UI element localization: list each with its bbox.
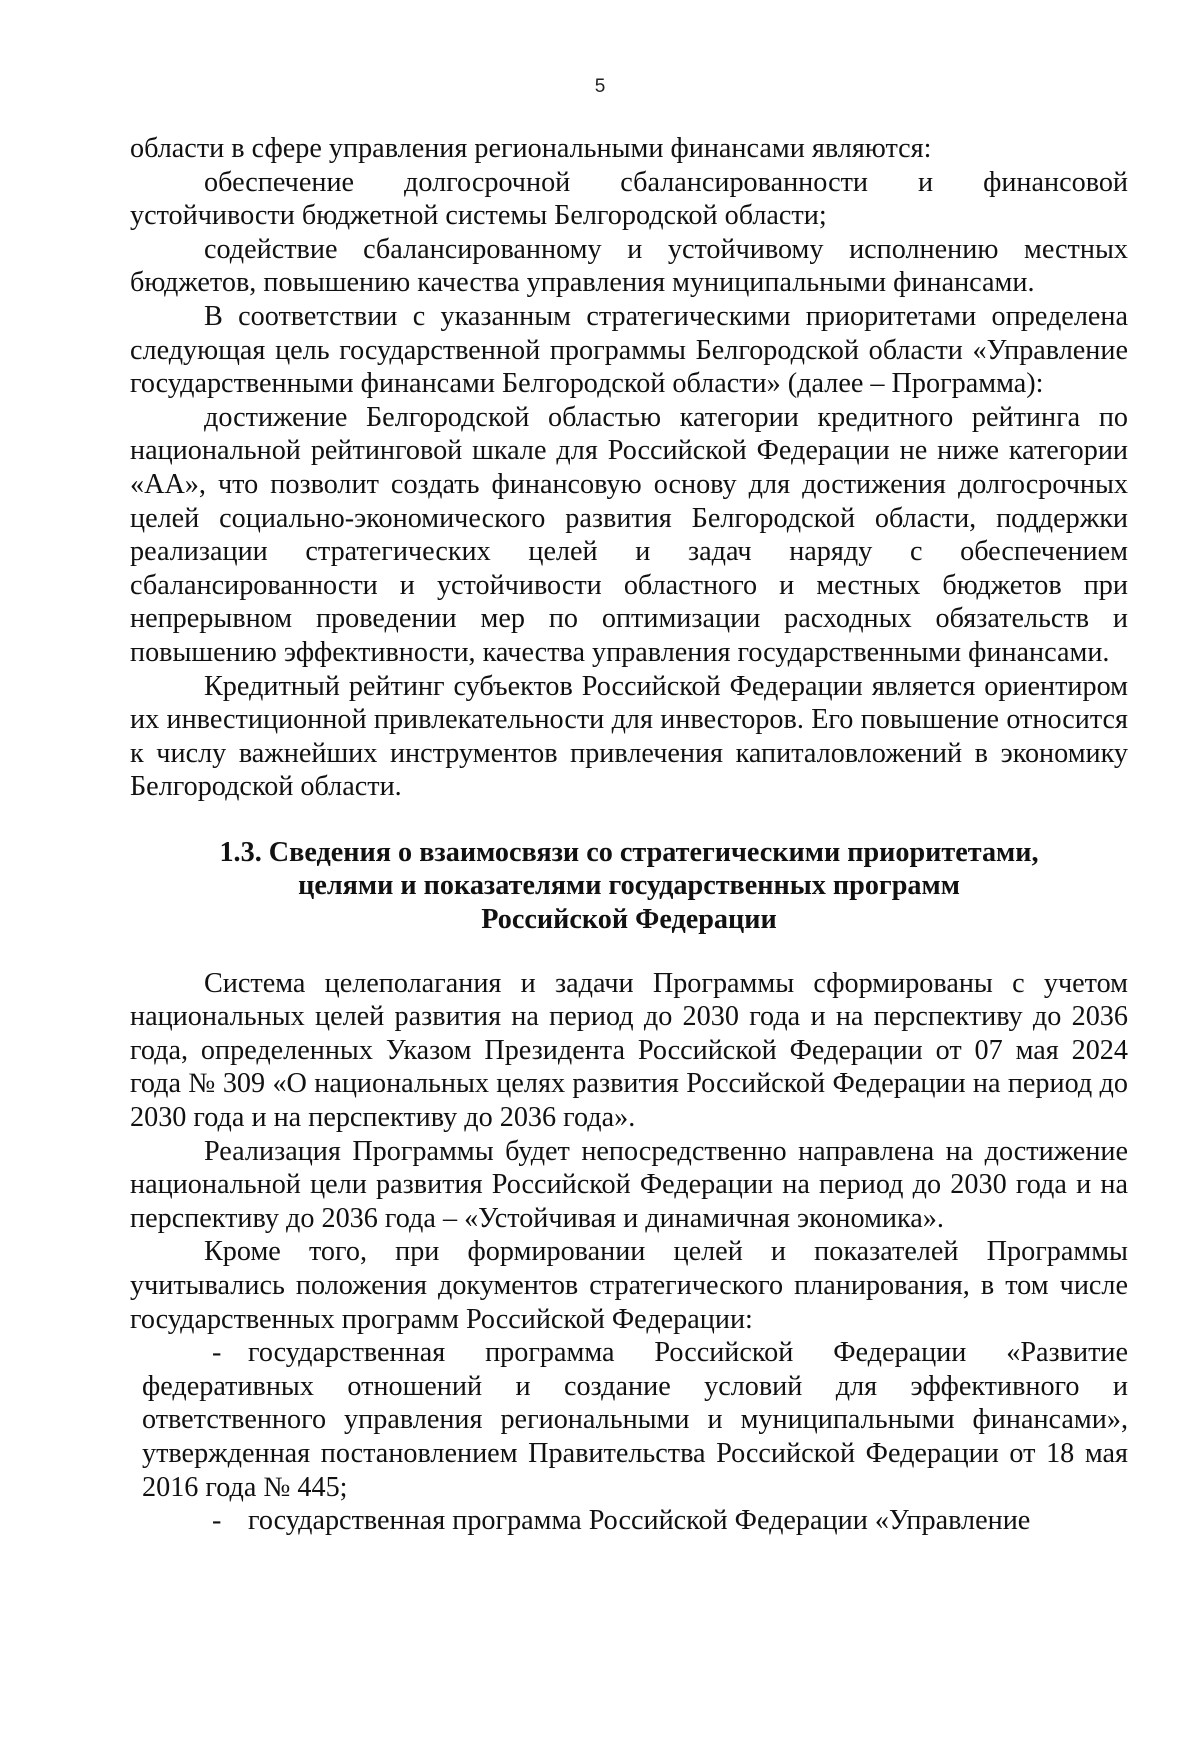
- paragraph-continuation: области в сфере управления региональными финансами являются:: [130, 133, 932, 164]
- paragraph-program-goal: достижение Белгородской областью категории кредитного рейтинга по национальной рейтинговой шкале для Российской Федерации не ниже категории «АА», что позволит создать финансовую основу для достижения долгосрочных целей социально-экономического развития Белгородской области, поддержки реализации стратегических целей и задач наряду с обеспечением сбалансированности и устойчивости областного и местных бюджетов при непрерывном проведении мер по оптимизации расходных обязательств и повышению эффективности, качества управления государственными финансами.: [130, 401, 1128, 668]
- list-item-text: государственная программа Российской Федерации «Развитие федеративных отношений и создание условий для эффективного и ответственного управления региональными и муниципальными финансами», утвержденная постановлением Правительства Российской Федерации от 18 мая 2016 года № 445;: [142, 1337, 1128, 1503]
- list-dash: -: [212, 1337, 222, 1369]
- section-heading: [130, 836, 1128, 937]
- section-heading-line-2: целями и показателями государственных программ: [298, 870, 960, 902]
- list-dash: -: [212, 1505, 222, 1537]
- document-body: [130, 132, 1128, 1538]
- paragraph-goal-1: обеспечение долгосрочной сбалансированности и финансовой устойчивости бюджетной системы Белгородской области;: [130, 166, 1128, 232]
- paragraph-program-goal-intro: В соответствии с указанным стратегическими приоритетами определена следующая цель государственной программы Белгородской области «Управление государственными финансами Белгородской области» (далее – Программа):: [130, 300, 1128, 400]
- paragraph-goal-2: содействие сбалансированному и устойчивому исполнению местных бюджетов, повышению качества управления муниципальными финансами.: [130, 233, 1128, 299]
- list-item: [130, 1336, 1128, 1504]
- list-item: [130, 1504, 1128, 1538]
- list-item-text: государственная программа Российской Федерации «Управление: [248, 1505, 1031, 1537]
- section-heading-line-3: Российской Федерации: [481, 904, 777, 936]
- section-heading-line-1: 1.3. Сведения о взаимосвязи со стратегическими приоритетами,: [219, 836, 1039, 868]
- paragraph-national-goals: Система целеполагания и задачи Программы сформированы с учетом национальных целей развития на период до 2030 года и на перспективу до 2036 года, определенных Указом Президента Российской Федерации от 07 мая 2024 года № 309 «О национальных целях развития Российской Федерации на период до 2030 года и на перспективу до 2036 года».: [130, 967, 1128, 1134]
- paragraph-strategic-documents: Кроме того, при формировании целей и показателей Программы учитывались положения документов стратегического планирования, в том числе государственных программ Российской Федерации:: [130, 1236, 1128, 1335]
- paragraph-credit-rating: Кредитный рейтинг субъектов Российской Федерации является ориентиром их инвестиционной привлекательности для инвесторов. Его повышение относится к числу важнейших инструментов привлечения капиталовложений в экономику Белгородской области.: [130, 670, 1128, 803]
- state-programs-list: [130, 1336, 1128, 1538]
- paragraph-program-direction: Реализация Программы будет непосредственно направлена на достижение национальной цели развития Российской Федерации на период до 2030 года и на перспективу до 2036 года – «Устойчивая и динамичная экономика».: [130, 1135, 1128, 1234]
- page-number: 5: [594, 76, 606, 97]
